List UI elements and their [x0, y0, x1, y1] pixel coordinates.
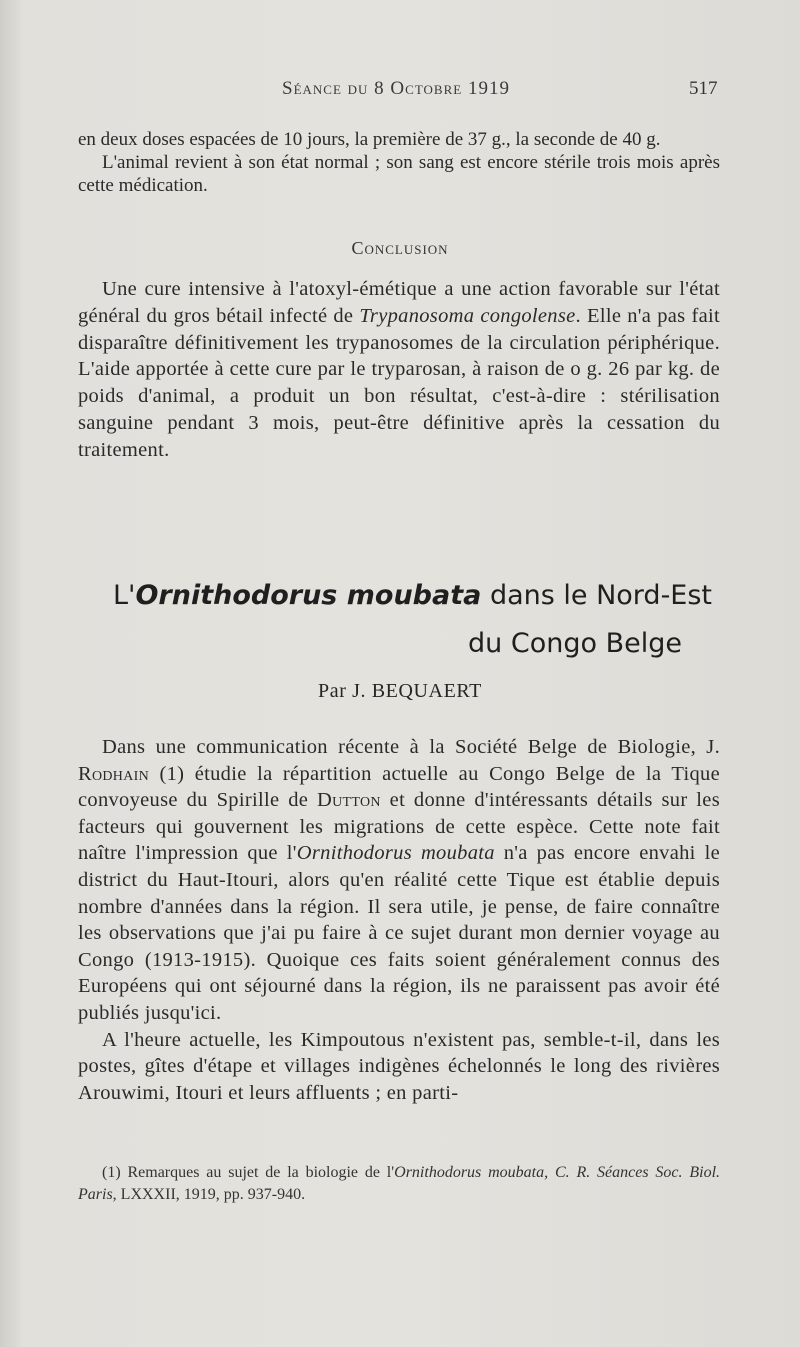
recovery-sentence: L'animal revient à son état normal ; son sang est encore stérile trois mois après cette médication. [78, 152, 720, 196]
footnote-rest: , LXXXII, 1919, pp. 937-940. [112, 1186, 306, 1203]
article-title-line-1 [113, 580, 713, 611]
running-head-title: Séance du 8 Octobre 1919 [282, 78, 510, 99]
dose-sentence: en deux doses espacées de 10 jours, la première de 37 g., la seconde de 40 g. [78, 129, 661, 150]
page-number: 517 [689, 78, 718, 99]
conclusion-text-1: Une cure intensive à l'atoxyl-émétique a une action favorable sur l'état général du gros bétail infecté de [78, 278, 720, 327]
author-rodhain: Rodhain [78, 762, 149, 785]
article-paragraph-2: A l'heure actuelle, les Kimpoutous n'existent pas, semble-t-il, dans les postes, gîtes d'étape et villages indigènes échelonnés le long des rivières Arouwimi, Itouri et leurs affluents ; en parti- [78, 1028, 720, 1104]
species-name: Trypanosoma congolense [359, 304, 576, 327]
p1-d: n'a pas encore envahi le district du Haut-Itouri, alors qu'en réalité cette Tique est établie depuis nombre d'années dans la région. Il sera utile, je pense, de faire connaître les observations que j'ai pu faire à ce sujet durant mon dernier voyage au Congo (1913-1915). Quoique ces faits soient généralement connus des Européens qui ont séjourné dans la région, ils ne paraissent pas avoir été publiés jusqu'ici. [78, 842, 720, 1024]
footnote [78, 1162, 720, 1206]
footnote-journal: , C. R. Séances Soc. Biol. Paris [78, 1164, 721, 1203]
conclusion-paragraph [78, 276, 720, 464]
p1-b: (1) étudie la répartition actuelle au Congo Belge de la Tique convoyeuse du Spirille de [78, 762, 720, 812]
title-prefix: L' [113, 580, 136, 611]
p1-c: et donne d'intéressants détails sur les facteurs qui gouvernent les migrations de cette espèce. Cette note fait naître l'impression que l' [78, 789, 720, 865]
conclusion-text-2: . Elle n'a pas fait disparaître définitivement les trypanosomes de la circulation périphérique. L'aide apportée à cette cure par le tryparosan, à raison de o g. 26 par kg. de poids d'animal, a produit un bon résultat, c'est-à-dire : stérilisation sanguine pendant 3 mois, peut-être définitive après la cessation du traitement. [78, 304, 720, 461]
article-paragraph-1 [78, 734, 720, 1027]
title-rest: dans le Nord-Est [481, 580, 713, 611]
p1-a: Dans une communication récente à la Société Belge de Biologie, J. [102, 736, 720, 758]
title-species: Ornithodorus moubata [135, 580, 482, 611]
continuation-paragraph [78, 128, 720, 197]
author-dutton: Dutton [317, 789, 381, 812]
section-heading-conclusion: Conclusion [351, 238, 449, 258]
article-body [78, 734, 720, 1106]
species-inline: Ornithodorus moubata [296, 842, 495, 865]
footnote-marker: (1) Remarques au sujet de la biologie de l' [102, 1164, 395, 1181]
running-head [0, 78, 800, 108]
author-byline: Par J. BEQUAERT [318, 680, 482, 702]
footnote-species: Ornithodorus moubata [394, 1164, 545, 1181]
article-title-line-2: du Congo Belge [468, 628, 682, 659]
